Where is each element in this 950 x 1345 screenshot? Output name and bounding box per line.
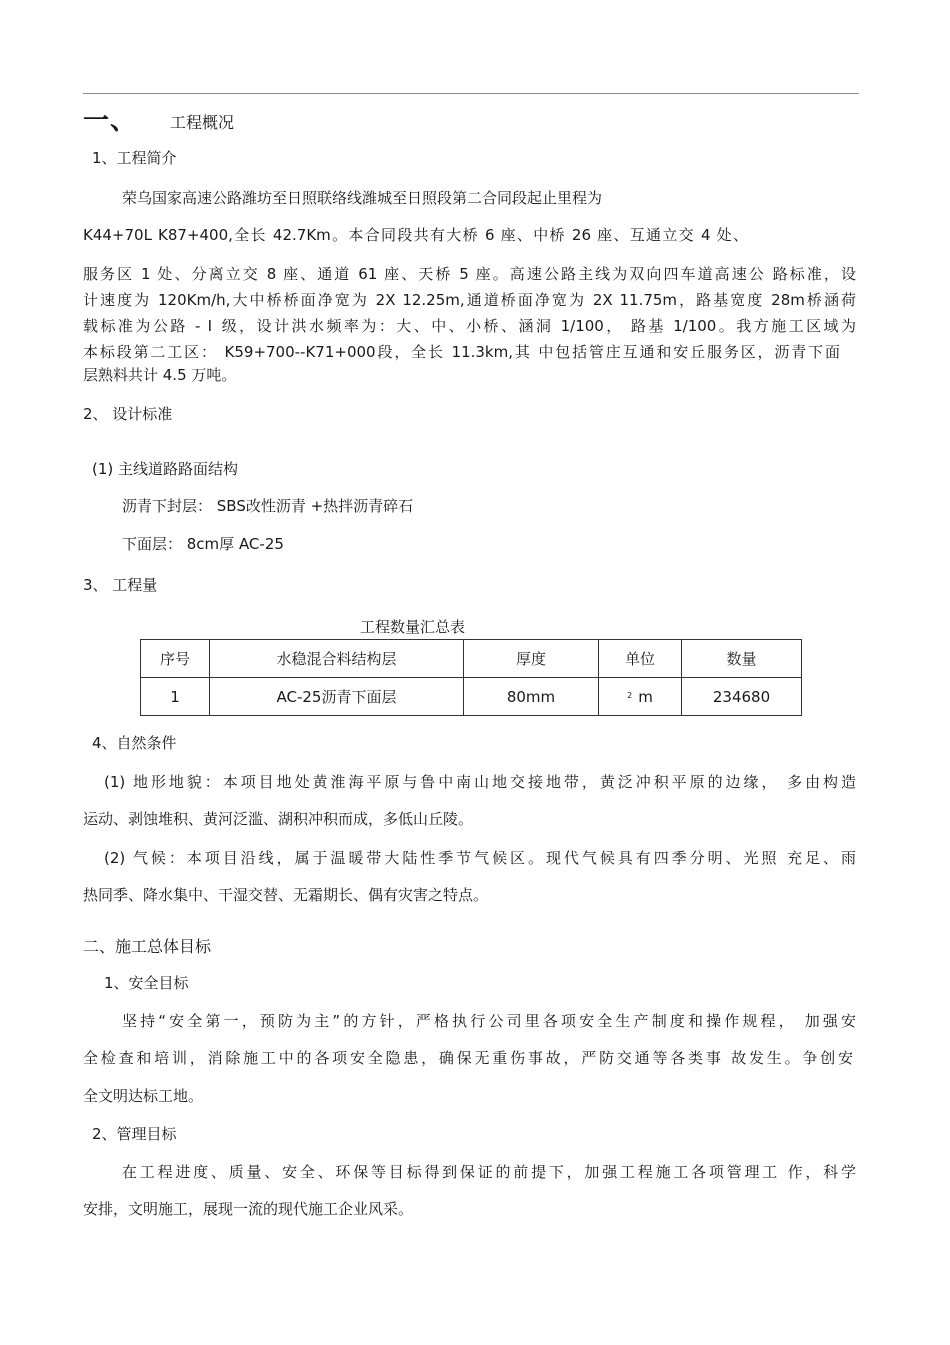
table-header-cell: 水稳混合料结构层 <box>210 640 464 678</box>
table-cell-unit <box>599 678 682 716</box>
table-header-cell: 厚度 <box>464 640 599 678</box>
section-title: 二、施工总体目标 <box>83 937 212 956</box>
paragraph-line: 热同季、降水集中、干湿交替、无霜期长、偶有灾害之特点。 <box>83 886 489 904</box>
subsection-heading: 2、 设计标准 <box>83 405 173 423</box>
subsection-heading: 2、管理目标 <box>92 1125 177 1143</box>
paragraph-line: 载标准为公路 - Ⅰ 级，设计洪水频率为：大、中、小桥、涵洞 1/100， 路基 1/100。我方施工区域为 <box>83 317 856 335</box>
table-header-cell: 单位 <box>599 640 682 678</box>
paragraph-line: 运动、剥蚀堆积、黄河泛滥、湖积冲积而成，多低山丘陵。 <box>83 810 474 828</box>
table-row <box>141 678 802 716</box>
paragraph-line: 沥青下封层： SBS改性沥青 +热拌沥青碎石 <box>122 497 414 515</box>
unit-superscript: 2 <box>627 690 633 700</box>
section-number: 一、 <box>83 106 138 136</box>
subsection-heading: 1、安全目标 <box>104 974 189 992</box>
paragraph-line: 全文明达标工地。 <box>83 1087 204 1105</box>
table-title: 工程数量汇总表 <box>360 618 466 636</box>
subsection-heading: 3、 工程量 <box>83 576 158 594</box>
table-cell: 234680 <box>682 678 802 716</box>
subsection-heading: 4、自然条件 <box>92 734 177 752</box>
paragraph-line: 本标段第二工区： K59+700--K71+000段，全长 11.3km,其 中包括管庄互通和安丘服务区，沥青下面 <box>83 343 840 361</box>
table-cell: AC-25沥青下面层 <box>210 678 464 716</box>
table-header-cell: 数量 <box>682 640 802 678</box>
paragraph-line: 坚持“安全第一，预防为主”的方针，严格执行公司里各项安全生产制度和操作规程， 加强安 <box>122 1012 856 1030</box>
paragraph-line: 安排，文明施工，展现一流的现代施工企业风采。 <box>83 1200 414 1218</box>
paragraph-line: 在工程进度、质量、安全、环保等目标得到保证的前提下，加强工程施工各项管理工 作，科学 <box>122 1163 856 1181</box>
paragraph-line: 下面层： 8cm厚 AC-25 <box>122 535 284 553</box>
paragraph-line: 计速度为 120Km/h,大中桥桥面净宽为 2X 12.25m,通道桥面净宽为 2X 11.75m，路基宽度 28m桥涵荷 <box>83 291 856 309</box>
header-rule <box>83 93 859 94</box>
paragraph-line: 全检查和培训，消除施工中的各项安全隐患，确保无重伤事故，严防交通等各类事 故发生。争创安 <box>83 1049 853 1067</box>
table-header-row <box>141 640 802 678</box>
quantity-table <box>140 639 802 716</box>
unit-text: m <box>638 687 653 706</box>
table-cell: 80mm <box>464 678 599 716</box>
paragraph-line: 荣乌国家高速公路潍坊至日照联络线潍城至日照段第二合同段起止里程为 <box>122 189 603 207</box>
table-cell: 1 <box>141 678 210 716</box>
subsection-heading: 1、工程简介 <box>92 149 177 167</box>
paragraph-line: 服务区 1 处、分离立交 8 座、通道 61 座、天桥 5 座。高速公路主线为双向四车道高速公 路标准，设 <box>83 265 856 283</box>
section-title: 工程概况 <box>170 113 235 132</box>
paragraph-line: (1) 地形地貌：本项目地处黄淮海平原与鲁中南山地交接地带，黄泛冲积平原的边缘， 多由构造 <box>104 773 856 791</box>
paragraph-line: 层熟料共计 4.5 万吨。 <box>83 366 237 384</box>
list-item: (1) 主线道路路面结构 <box>92 460 239 478</box>
paragraph-line: K44+70L K87+400,全长 42.7Km。本合同段共有大桥 6 座、中桥 26 座、互通立交 4 处、 <box>83 226 748 244</box>
paragraph-line: (2) 气候：本项目沿线，属于温暖带大陆性季节气候区。现代气候具有四季分明、光照 充足、雨 <box>104 849 856 867</box>
table-header-cell: 序号 <box>141 640 210 678</box>
